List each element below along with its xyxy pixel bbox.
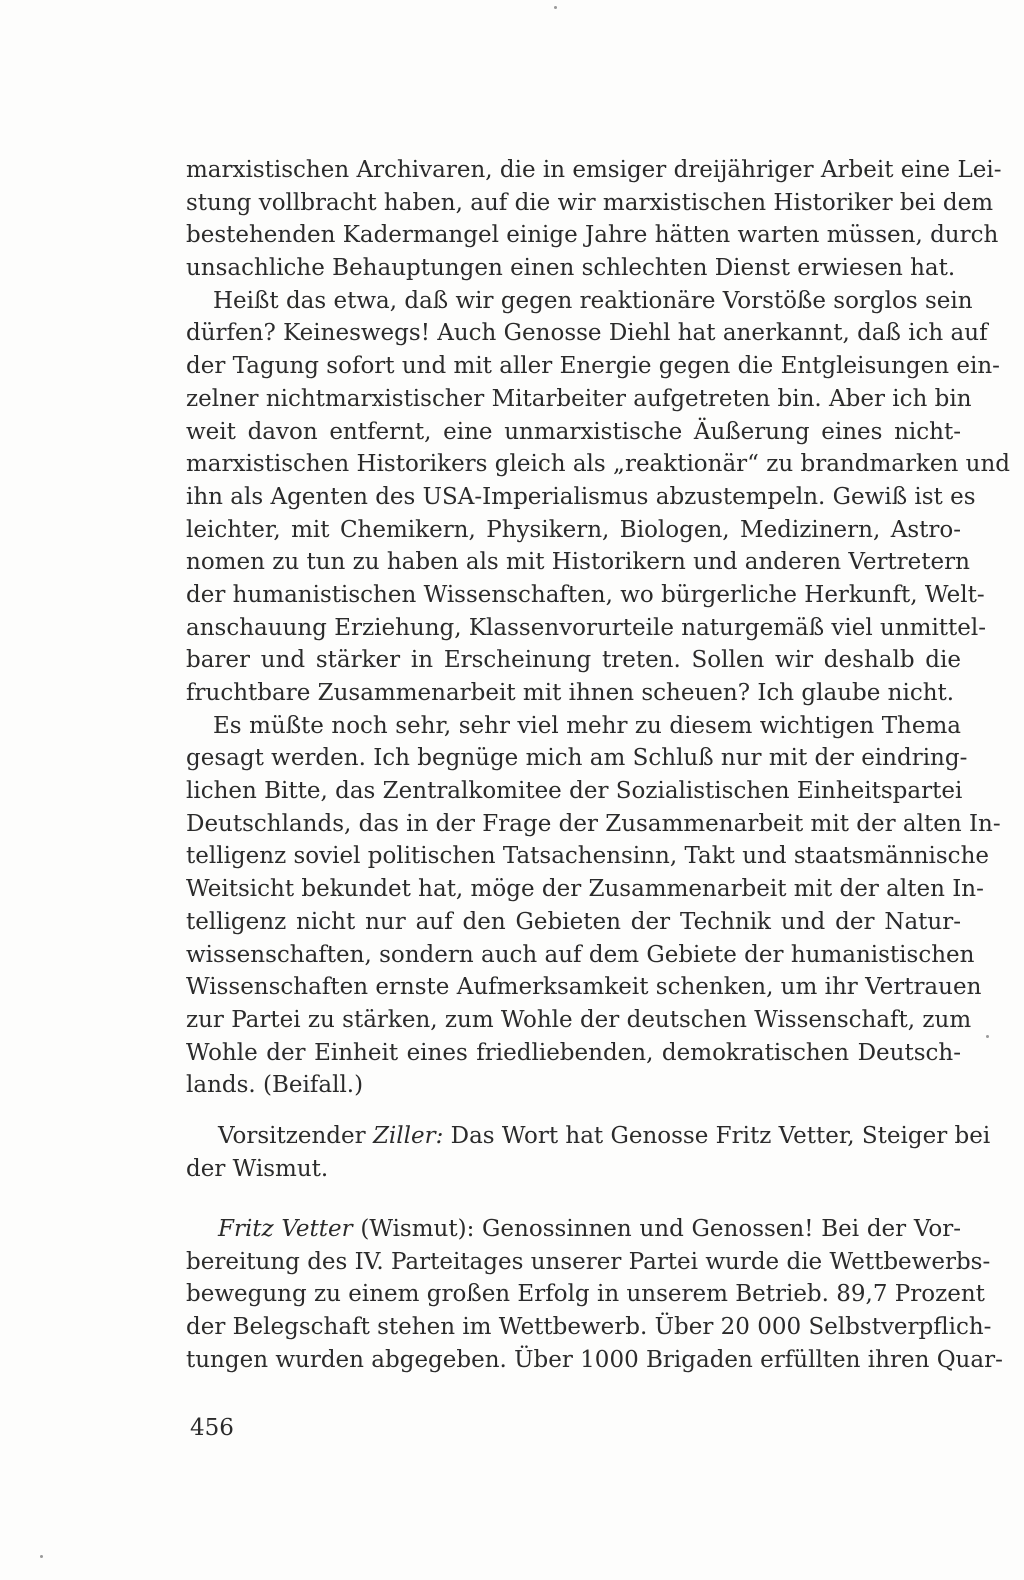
- text-line: weit davon entfernt, eine unmarxistische Äußerung eines nicht-: [186, 418, 961, 445]
- text-line: Wissenschaften ernste Aufmerksamkeit schenken, um ihr Vertrauen: [186, 974, 982, 1001]
- text-line: fruchtbare Zusammenarbeit mit ihnen scheuen? Ich glaube nicht.: [186, 680, 955, 706]
- text-line: marxistischen Historikers gleich als „reaktionär“ zu brandmarken und: [186, 451, 1010, 478]
- text-line: Weitsicht bekundet hat, möge der Zusammenarbeit mit der alten In-: [186, 876, 984, 903]
- text-line: barer und stärker in Erscheinung treten. Sollen wir deshalb die: [186, 647, 961, 674]
- text-line: telligenz soviel politischen Tatsachensinn, Takt und staatsmännische: [186, 843, 989, 870]
- text-line: ihn als Agenten des USA-Imperialismus abzustempeln. Gewiß ist es: [186, 483, 976, 510]
- chair-announcement: [186, 1120, 991, 1185]
- text-line: telligenz nicht nur auf den Gebieten der Technik und der Natur-: [186, 908, 961, 935]
- text-line: stung vollbracht haben, auf die wir marxistischen Historiker bei dem: [186, 189, 994, 216]
- text-line: der Wismut.: [186, 1155, 329, 1182]
- text-line: leichter, mit Chemikern, Physikern, Biologen, Medizinern, Astro-: [186, 516, 961, 543]
- text-line: zur Partei zu stärken, zum Wohle der deutschen Wissenschaft, zum: [186, 1006, 972, 1033]
- text-line: Heißt das etwa, daß wir gegen reaktionäre Vorstöße sorglos sein: [213, 287, 973, 314]
- text-line: bewegung zu einem großen Erfolg in unserem Betrieb. 89,7 Prozent: [186, 1281, 985, 1308]
- text-line: der humanistischen Wissenschaften, wo bürgerliche Herkunft, Welt-: [186, 581, 985, 608]
- print-speck: [986, 1035, 989, 1038]
- text-line: anschauung Erziehung, Klassenvorurteile naturgemäß viel unmittel-: [186, 614, 987, 641]
- speaker-name: Ziller:: [372, 1123, 444, 1149]
- text-line: lichen Bitte, das Zentralkomitee der Sozialistischen Einheitspartei: [186, 778, 963, 805]
- text-line: tungen wurden abgegeben. Über 1000 Brigaden erfüllten ihren Quar-: [186, 1346, 1003, 1373]
- text-line: nomen zu tun zu haben als mit Historikern und anderen Vertretern: [186, 549, 970, 576]
- text-line: bestehenden Kadermangel einige Jahre hätten warten müssen, durch: [186, 222, 999, 249]
- text-line: zelner nichtmarxistischer Mitarbeiter aufgetreten bin. Aber ich bin: [186, 385, 972, 412]
- speech-text: Das Wort hat Genosse Fritz Vetter, Steiger bei: [443, 1123, 991, 1149]
- text-line: dürfen? Keineswegs! Auch Genosse Diehl hat anerkannt, daß ich auf: [186, 320, 988, 347]
- text-line: Deutschlands, das in der Frage der Zusammenarbeit mit der alten In-: [186, 810, 1001, 837]
- speaker-name: Fritz Vetter: [218, 1216, 353, 1242]
- text-line: bereitung des IV. Parteitages unserer Partei wurde die Wettbewerbs-: [186, 1248, 991, 1275]
- text-line: Wohle der Einheit eines friedliebenden, demokratischen Deutsch-: [186, 1039, 961, 1066]
- speaker-role: Vorsitzender: [218, 1123, 373, 1149]
- text-line: lands. (Beifall.): [186, 1072, 364, 1099]
- speech-vetter: [186, 1213, 1003, 1376]
- text-line: [186, 1120, 991, 1153]
- text-line: gesagt werden. Ich begnüge mich am Schluß nur mit der eindring-: [186, 745, 968, 772]
- text-line: unsachliche Behauptungen einen schlechten Dienst erwiesen hat.: [186, 255, 956, 282]
- text-line: marxistischen Archivaren, die in emsiger dreijähriger Arbeit eine Lei-: [186, 157, 1002, 183]
- print-speck: [40, 1555, 43, 1558]
- text-line: Es müßte noch sehr, sehr viel mehr zu diesem wichtigen Thema: [213, 712, 961, 739]
- print-speck: [554, 6, 557, 9]
- text-line: [186, 1213, 961, 1246]
- page-number: 456: [190, 1415, 234, 1441]
- body-text: [186, 154, 1010, 1102]
- text-line: der Tagung sofort und mit aller Energie gegen die Entgleisungen ein-: [186, 353, 1000, 380]
- text-line: wissenschaften, sondern auch auf dem Gebiete der humanistischen: [186, 941, 975, 968]
- speech-text: (Wismut): Genossinnen und Genossen! Bei der Vor-: [352, 1216, 961, 1242]
- text-line: der Belegschaft stehen im Wettbewerb. Über 20 000 Selbstverpflich-: [186, 1314, 992, 1341]
